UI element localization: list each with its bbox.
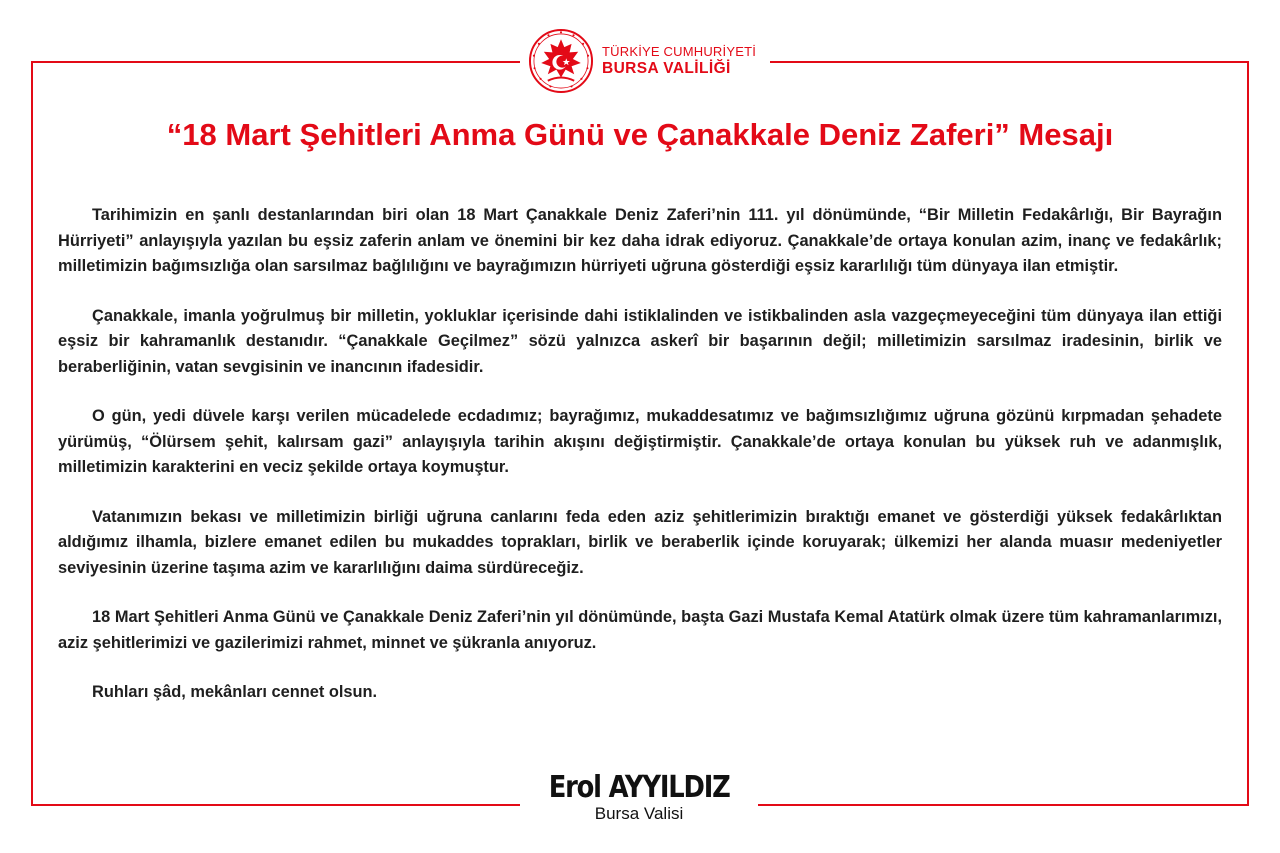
logo-line-governorship: BURSA VALİLİĞİ xyxy=(602,59,731,77)
paragraph-3: O gün, yedi düvele karşı verilen mücadelede ecdadımız; bayrağımız, mukaddesatımız ve bağımsızlığımız uğruna gözünü kırpmadan şehadete yürümüş, “Ölürsem şehit, kalırsam gazi” anlayışıyla tarihin akışını değiştirmiştir. Çanakkale’de ortaya konulan bu yüksek ruh ve adanmışlık, milletimizin karakterini en veciz şekilde ortaya koymuştur. xyxy=(58,407,1222,476)
paragraph-4: Vatanımızın bekası ve milletimizin birliği uğruna canlarını feda eden aziz şehitlerimizin bıraktığı emanet ve gösterdiği yüksek fedakârlıktan aldığımız ilhamla, bizlere emanet edilen bu mukaddes toprakları, birlik ve beraberlik içinde koruyarak; ülkemizi her alanda muasır medeniyetler seviyesinin üzerine taşıma azim ve kararlılığını daima sürdüreceğiz. xyxy=(58,507,1222,577)
document-title: “18 Mart Şehitleri Anma Günü ve Çanakkale Deniz Zaferi” Mesajı xyxy=(166,117,1114,152)
header-logo xyxy=(520,24,770,98)
paragraph-6: Ruhları şâd, mekânları cennet olsun. xyxy=(92,683,378,701)
signatory-name: Erol AYYILDIZ xyxy=(548,770,730,805)
paragraph-2: Çanakkale, imanla yoğrulmuş bir milletin, yokluklar içerisinde dahi istiklalinden ve istikbalinden asla vazgeçmeyeceğini tüm dünyaya ilan ettiği eşsiz bir kahramanlık destanıdır. “Çanakkale Geçilmez” sözü yalnızca askerî bir başarının değil; milletimizin sarsılmaz iradesinin, birlik ve beraberliğinin, vatan sevgisinin ve inancının ifadesidir. xyxy=(58,306,1222,376)
logo-line-republic: TÜRKİYE CUMHURİYETİ xyxy=(602,44,757,60)
paragraph-1: Tarihimizin en şanlı destanlarından biri olan 18 Mart Çanakkale Deniz Zaferi’nin 111. yıl dönümünde, “Bir Milletin Fedakârlığı, Bir Bayrağın Hürriyeti” anlayışıyla yazılan bu eşsiz zaferin anlam ve önemini bir kez daha idrak ediyoruz. Çanakkale’de ortaya konulan azim, inanç ve fedakârlık; milletimizin bağımsızlığa olan sarsılmaz bağlılığını ve bayrağımızın hürriyeti uğruna gösterdiği eşsiz kararlılığı tüm dünyaya ilan etmiştir. xyxy=(58,206,1222,275)
header-logo-text xyxy=(602,45,756,76)
message-body xyxy=(58,203,1222,730)
signatory-title: Bursa Valisi xyxy=(594,804,684,823)
paragraph-5: 18 Mart Şehitleri Anma Günü ve Çanakkale Deniz Zaferi’nin yıl dönümünde, başta Gazi Mustafa Kemal Atatürk olmak üzere tüm kahramanlarımızı, aziz şehitlerimizi ve gazilerimizi rahmet, minnet ve şükranla anıyoruz. xyxy=(58,608,1222,652)
signature-block xyxy=(520,768,758,838)
turkish-state-seal-icon xyxy=(528,28,594,94)
